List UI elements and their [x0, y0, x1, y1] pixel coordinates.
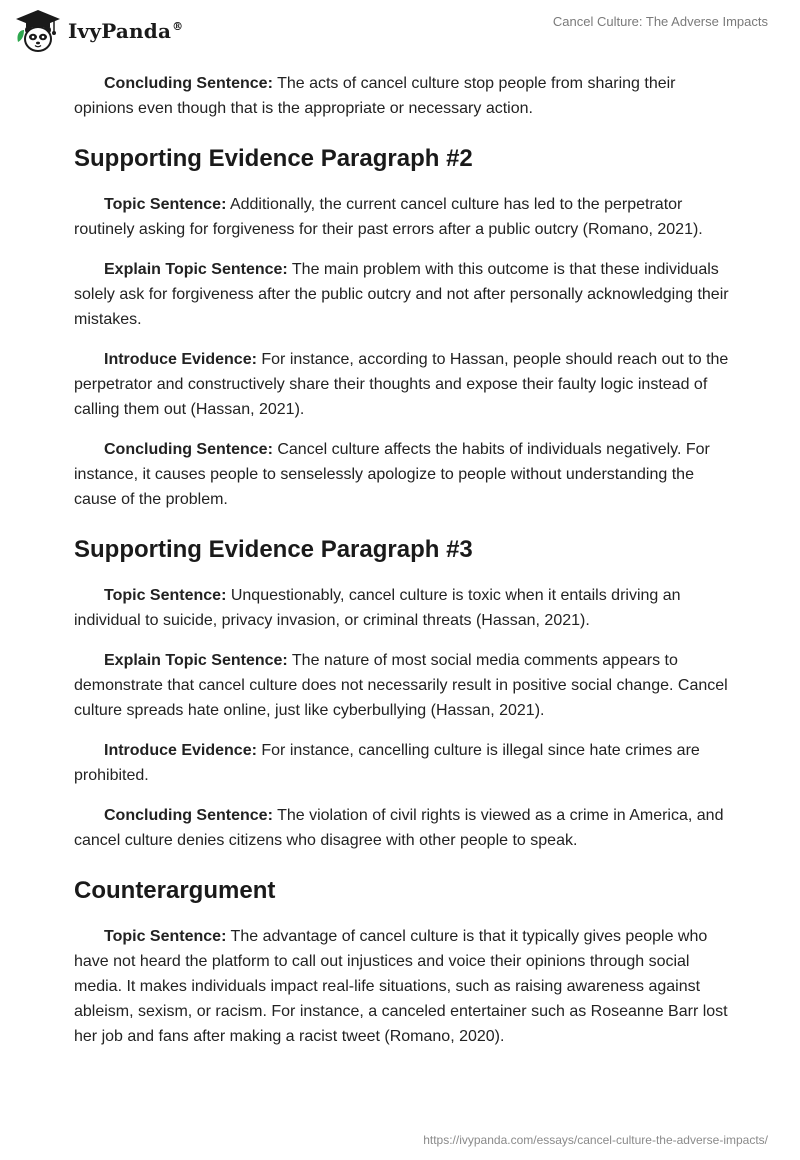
- panda-graduate-icon: [14, 8, 62, 54]
- section-heading: Counterargument: [74, 877, 276, 904]
- paragraph-introduce-evidence: Introduce Evidence: For instance, according to Hassan, people should reach out to the perpetrator and constructively share their thoughts and expose their faulty logic instead of calling them out (Hassan, 2021).: [74, 351, 729, 418]
- essay-content: [74, 71, 734, 1064]
- ivypanda-logo[interactable]: [14, 8, 183, 54]
- paragraph-concluding-sentence: Concluding Sentence: The acts of cancel culture stop people from sharing their opinions even though that is the appropriate or necessary action.: [74, 75, 676, 117]
- paragraph-concluding-sentence: Concluding Sentence: Cancel culture affects the habits of individuals negatively. For instance, it causes people to senselessly apologize to people without understanding the cause of the problem.: [74, 441, 710, 508]
- paragraph-explain-topic-sentence: Explain Topic Sentence: The main problem with this outcome is that these individuals solely ask for forgiveness after the public outcry and not after personally acknowledging their mistakes.: [74, 261, 729, 328]
- brand-name: IvyPanda®: [68, 19, 184, 43]
- page-header: [0, 0, 800, 62]
- paragraph-introduce-evidence: Introduce Evidence: For instance, cancelling culture is illegal since hate crimes are prohibited.: [74, 742, 700, 784]
- paragraph-explain-topic-sentence: Explain Topic Sentence: The nature of most social media comments appears to demonstrate that cancel culture does not necessarily result in positive social change. Cancel culture spreads hate online, just like cyberbullying (Hassan, 2021).: [74, 652, 728, 719]
- section-heading: Supporting Evidence Paragraph #3: [74, 536, 473, 563]
- section-heading: Supporting Evidence Paragraph #2: [74, 145, 473, 172]
- paragraph-concluding-sentence: Concluding Sentence: The violation of civil rights is viewed as a crime in America, and cancel culture denies citizens who disagree with other people to speak.: [74, 807, 724, 849]
- paragraph-topic-sentence: Topic Sentence: Unquestionably, cancel culture is toxic when it entails driving an individual to suicide, privacy invasion, or criminal threats (Hassan, 2021).: [74, 587, 681, 629]
- source-url-link[interactable]: https://ivypanda.com/essays/cancel-culture-the-adverse-impacts/: [423, 1133, 768, 1147]
- paragraph-topic-sentence: Topic Sentence: The advantage of cancel culture is that it typically gives people who have not heard the platform to call out injustices and voice their opinions through social media. It makes individuals impact real-life situations, such as raising awareness against ableism, sexism, or racism. For instance, a canceled entertainer such as Roseanne Barr lost her job and fans after making a racist tweet (Romano, 2020).: [74, 928, 728, 1045]
- paragraph-topic-sentence: Topic Sentence: Additionally, the current cancel culture has led to the perpetrator routinely asking for forgiveness for their past errors after a public outcry (Romano, 2021).: [74, 196, 703, 238]
- document-title: Cancel Culture: The Adverse Impacts: [552, 14, 768, 29]
